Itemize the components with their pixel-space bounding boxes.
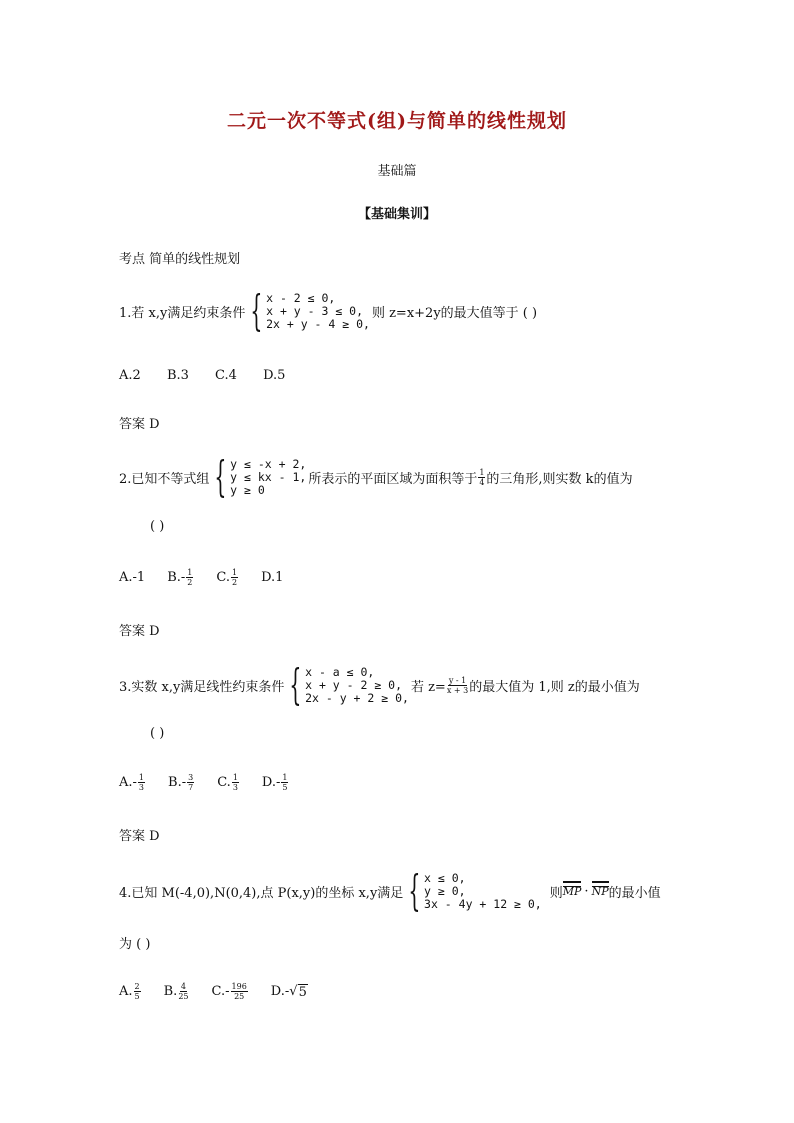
q1-constraint-2: x + y - 3 ≤ 0, <box>266 303 364 318</box>
q4-option-d: D.- √ 5 <box>270 984 307 1000</box>
q4-options <box>119 982 330 1001</box>
q2-suffix: 的三角形,则实数 k的值为 <box>486 471 633 487</box>
q4-constraint-1: x ≤ 0, <box>424 870 466 885</box>
q3-paren: ( ) <box>150 726 165 741</box>
q1-constraint-system: { x - 2 ≤ 0, x + y - 3 ≤ 0, 2x + y - 4 ≥ 0, <box>250 286 370 335</box>
q2-options <box>119 568 305 587</box>
q4-suffix: 的最小值 <box>608 885 661 901</box>
q4-dot: · <box>584 883 589 899</box>
q3-option-d: D.- $\frac{1}{5}$ <box>261 773 288 792</box>
q1-options <box>119 368 307 383</box>
q2-answer: 答案 D <box>119 624 160 639</box>
q1-option-c: C.4 <box>215 368 237 383</box>
q4-vector-mp: MP <box>562 884 582 898</box>
q3-constraint-2: x + y - 2 ≥ 0, <box>305 677 403 692</box>
q4-option-a: A. $\frac{2}{5}$ <box>119 982 140 1001</box>
question-4 <box>119 866 661 915</box>
q4-constraint-system: { x ≤ 0, y ≥ 0, 3x - 4y + 12 ≥ 0, <box>408 866 542 915</box>
q2-option-c: C. $\frac{1}{2}$ <box>216 568 238 587</box>
q2-option-b: B.- $\frac{1}{2}$ <box>167 568 193 587</box>
q3-answer: 答案 D <box>119 829 160 844</box>
q4-constraint-3: 3x - 4y + 12 ≥ 0, <box>424 896 542 911</box>
q3-suffix: 的最大值为 1,则 z的最小值为 <box>469 679 640 695</box>
page-title: 二元一次不等式(组)与简单的线性规划 <box>227 110 567 132</box>
q4-line2: 为 ( ) <box>119 937 151 952</box>
q2-constraint-2: y ≤ kx - 1, <box>230 469 307 484</box>
q3-mid: 若 z= <box>410 679 446 695</box>
q1-option-a: A.2 <box>119 368 141 383</box>
q4-option-b: B. $\frac{4}{25}$ <box>163 982 189 1001</box>
q4-option-c: C.- $\frac{196}{25}$ <box>211 982 247 1001</box>
question-3 <box>119 660 640 709</box>
q4-mid: 则 <box>549 885 563 901</box>
q2-constraint-1: y ≤ -x + 2, <box>230 456 307 471</box>
q1-prefix: 1.若 x,y满足约束条件 <box>119 305 246 321</box>
q2-option-d: D.1 <box>261 570 284 585</box>
q3-constraint-system: { x - a ≤ 0, x + y - 2 ≥ 0, 2x - y + 2 ≥ 0, <box>289 660 409 709</box>
question-2 <box>119 452 633 501</box>
q3-option-b: B.- $\frac{3}{7}$ <box>168 773 194 792</box>
q2-option-a: A.-1 <box>119 570 146 585</box>
q1-option-b: B.3 <box>166 368 189 383</box>
subtitle: 基础篇 <box>377 164 417 179</box>
q3-fraction: $\frac{y - 1}{x + 3}$ <box>446 675 469 695</box>
section-heading: 【基础集训】 <box>357 207 436 222</box>
q1-answer: 答案 D <box>119 417 160 432</box>
q3-constraint-1: x - a ≤ 0, <box>305 664 375 679</box>
q1-constraint-1: x - 2 ≤ 0, <box>266 290 336 305</box>
q2-prefix: 2.已知不等式组 <box>119 471 210 487</box>
q1-option-d: D.5 <box>263 368 286 383</box>
q1-suffix: 则 z=x+2y的最大值等于 ( ) <box>371 305 538 321</box>
q2-paren: ( ) <box>150 519 165 534</box>
q3-option-c: C. $\frac{1}{3}$ <box>217 773 238 792</box>
q3-prefix: 3.实数 x,y满足线性约束条件 <box>119 679 285 695</box>
q2-fraction: $\frac{1}{4}$ <box>479 467 485 487</box>
q1-constraint-3: 2x + y - 4 ≥ 0, <box>266 316 370 331</box>
q3-options <box>119 773 311 792</box>
topic-heading: 考点 简单的线性规划 <box>119 252 241 267</box>
q2-mid: 所表示的平面区域为面积等于 <box>308 471 478 487</box>
q4-prefix: 4.已知 M(-4,0),N(0,4),点 P(x,y)的坐标 x,y满足 <box>119 885 404 901</box>
q2-constraint-3: y ≥ 0 <box>230 482 265 497</box>
q4-constraint-2: y ≥ 0, <box>424 883 466 898</box>
q4-vector-np: NP <box>591 884 609 898</box>
q2-constraint-system: { y ≤ -x + 2, y ≤ kx - 1, y ≥ 0 <box>214 452 307 501</box>
q3-constraint-3: 2x - y + 2 ≥ 0, <box>305 690 409 705</box>
question-1 <box>119 286 538 335</box>
q3-option-a: A.- $\frac{1}{3}$ <box>119 773 145 792</box>
